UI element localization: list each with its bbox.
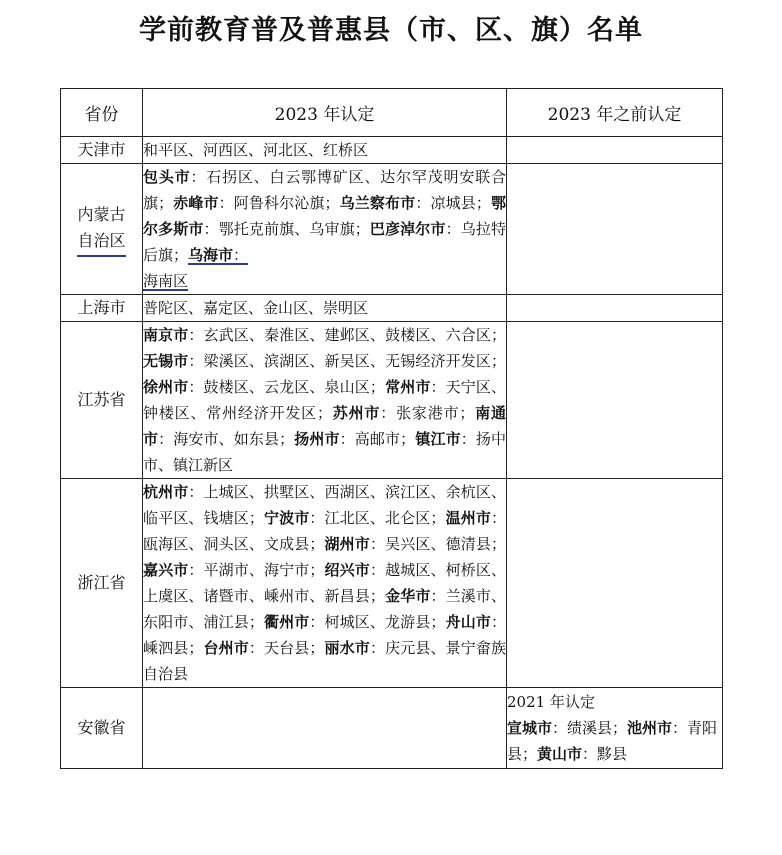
district-list: ：嵊泗县； <box>143 613 506 657</box>
district-list: ：凉城县； <box>415 194 491 212</box>
prev-cell <box>507 322 723 479</box>
prev-cell <box>507 137 723 164</box>
district-list: 海南区 <box>143 272 189 290</box>
prev-cell <box>507 164 723 295</box>
city-name: 鄂尔多斯市 <box>143 194 506 238</box>
city-name: 赤峰市 <box>173 194 219 212</box>
document-title: 学前教育普及普惠县（市、区、旗）名单 <box>139 15 643 46</box>
content-cell: 和平区、河西区、河北区、红桥区 <box>143 137 507 164</box>
city-name: 无锡市 <box>143 352 189 370</box>
district-list: ：柯城区、龙游县； <box>309 613 446 631</box>
prev-cell <box>507 295 723 322</box>
city-name: 黄山市 <box>537 745 583 763</box>
content-cell <box>143 164 507 295</box>
city-name: 衢州市 <box>263 613 310 631</box>
table-row-zhejiang <box>61 479 723 688</box>
header-2023: 2023 年认定 <box>143 89 507 137</box>
province-cell: 江苏省 <box>61 322 143 479</box>
city-name: 苏州市 <box>331 404 381 422</box>
city-name: 包头市 <box>143 168 191 186</box>
city-name: 绍兴市 <box>324 561 370 579</box>
district-list: ：黟县 <box>582 745 628 763</box>
city-name: 台州市 <box>203 639 249 657</box>
city-name: 宣城市 <box>507 719 553 737</box>
district-list: ：兰溪市、东阳市、浦江县； <box>143 587 506 631</box>
district-list: ：绩溪县； <box>552 719 628 737</box>
city-name: 丽水市 <box>324 639 370 657</box>
header-province: 省份 <box>61 89 143 137</box>
content-cell <box>143 688 507 769</box>
county-list-table <box>60 88 723 769</box>
district-list: ：天宁区、钟楼区、常州经济开发区； <box>143 378 506 422</box>
content-cell <box>143 322 507 479</box>
district-list: ：天台县； <box>248 639 325 657</box>
district-list: ：瓯海区、洞头区、文成县； <box>143 509 506 553</box>
prev-year-label: 2021 年认定 <box>507 693 595 711</box>
city-name: 杭州市 <box>143 483 189 501</box>
district-list: ：高邮市； <box>339 430 416 448</box>
city-name: 池州市 <box>627 719 673 737</box>
province-cell: 浙江省 <box>61 479 143 688</box>
city-name: 乌兰察布市 <box>339 194 416 212</box>
district-list: ：越城区、柯桥区、上虞区、诸暨市、嵊州市、新昌县； <box>143 561 506 605</box>
city-name: 嘉兴市 <box>143 561 189 579</box>
district-list: ：阿鲁科尔沁旗； <box>218 194 340 212</box>
table-row-jiangsu <box>61 322 723 479</box>
city-name: 湖州市 <box>324 535 370 553</box>
district-list: ：玄武区、秦淮区、建邺区、鼓楼区、六合区； <box>188 326 506 344</box>
city-name: 南通市 <box>143 404 506 448</box>
city-name: 宁波市 <box>263 509 310 527</box>
province-line: 自治区 <box>77 228 125 257</box>
district-list: ：吴兴区、德清县； <box>369 535 506 553</box>
district-list: ：平湖市、海宁市； <box>188 561 325 579</box>
city-name: 南京市 <box>143 326 189 344</box>
district-list: ：梁溪区、滨湖区、新吴区、无锡经济开发区； <box>188 352 506 370</box>
district-list: ：上城区、拱墅区、西湖区、滨江区、余杭区、临平区、钱塘区； <box>143 483 506 527</box>
prev-cell <box>507 688 723 769</box>
district-list: ：青阳县； <box>507 719 718 763</box>
city-name: 巴彦淖尔市 <box>369 220 446 238</box>
city-name: 乌海市 <box>188 246 234 264</box>
district-list: ：张家港市； <box>380 404 475 422</box>
district-list: ：海安市、如东县； <box>158 430 295 448</box>
table-row-tianjin <box>61 137 723 164</box>
district-list: ：鼓楼区、云龙区、泉山区； <box>188 378 385 396</box>
city-name: 镇江市 <box>415 430 461 448</box>
province-cell: 天津市 <box>61 137 143 164</box>
city-name: 舟山市 <box>445 613 491 631</box>
table-row-neimenggu <box>61 164 723 295</box>
province-cell: 安徽省 <box>61 688 143 769</box>
city-name: 扬州市 <box>294 430 340 448</box>
district-list: ：庆元县、景宁畲族自治县 <box>143 639 506 683</box>
prev-cell <box>507 479 723 688</box>
city-name: 徐州市 <box>143 378 189 396</box>
district-list: ：鄂托克前旗、乌审旗； <box>203 220 370 238</box>
district-list: ：扬中市、镇江新区 <box>143 430 506 474</box>
table-row-anhui <box>61 688 723 769</box>
province-cell: 上海市 <box>61 295 143 322</box>
district-list: ：石拐区、白云鄂博矿区、达尔罕茂明安联合旗； <box>143 168 506 212</box>
district-list: ： <box>233 246 249 264</box>
district-list: ：江北区、北仑区； <box>309 509 446 527</box>
header-before-2023: 2023 年之前认定 <box>507 89 723 137</box>
table-row-shanghai <box>61 295 723 322</box>
district-list: ：乌拉特后旗； <box>143 220 506 264</box>
city-name: 常州市 <box>384 378 431 396</box>
content-cell: 普陀区、嘉定区、金山区、崇明区 <box>143 295 507 322</box>
table-header-row <box>61 89 723 137</box>
city-name: 金华市 <box>384 587 431 605</box>
content-cell <box>143 479 507 688</box>
province-line: 内蒙古 <box>77 204 126 224</box>
province-cell <box>61 164 143 295</box>
city-name: 温州市 <box>445 509 491 527</box>
